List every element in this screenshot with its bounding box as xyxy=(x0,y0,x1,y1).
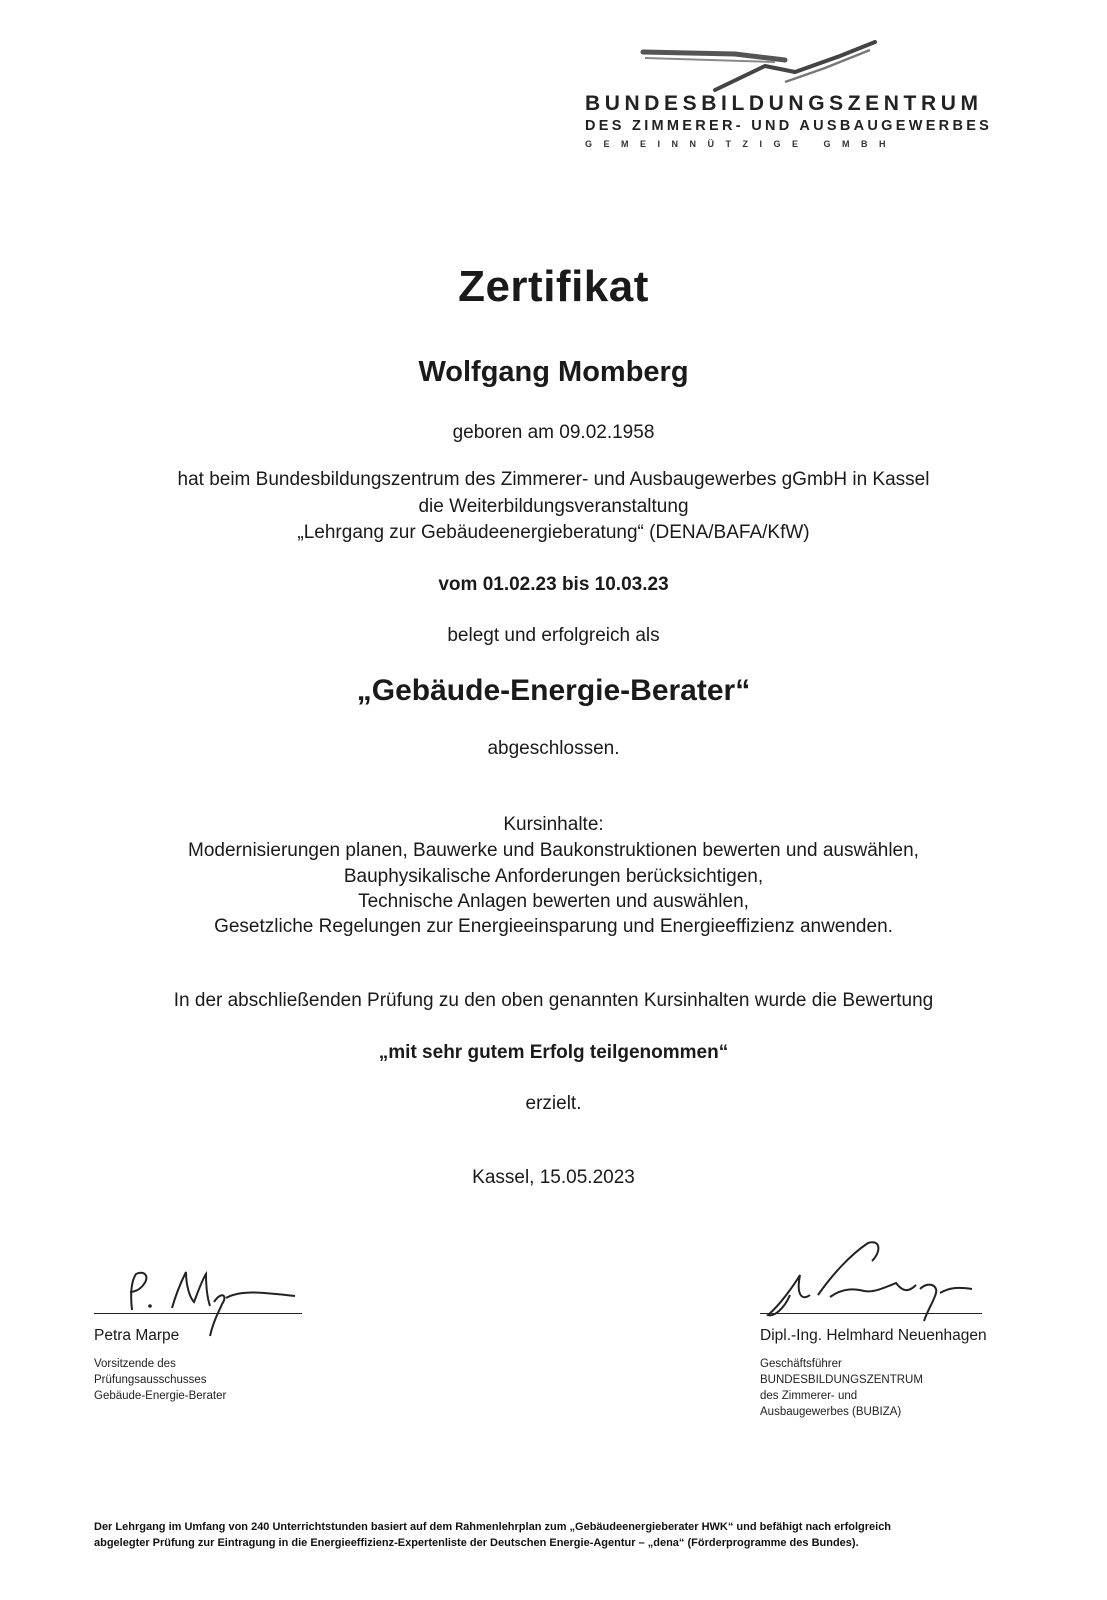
signer-left-role-line: Prüfungsausschusses xyxy=(94,1374,207,1386)
degree-title: „Gebäude-Energie-Berater“ xyxy=(356,674,751,707)
contents-heading: Kursinhalte: xyxy=(503,814,604,835)
place-date: Kassel, 15.05.2023 xyxy=(472,1167,635,1188)
signature-right-line xyxy=(760,1313,982,1314)
intro-line: „Lehrgang zur Gebäudeenergieberatung“ (DENA/BAFA/KfW) xyxy=(297,522,810,543)
signer-left-role xyxy=(94,1356,226,1404)
signer-left-name: Petra Marpe xyxy=(94,1327,180,1344)
signature-left-line xyxy=(94,1313,302,1314)
signer-right-role-line: BUNDESBILDUNGSZENTRUM xyxy=(760,1374,923,1386)
completed-line: abgeschlossen. xyxy=(487,738,620,759)
signer-right-role-line: des Zimmerer- und xyxy=(760,1390,858,1402)
footnote-line: abgelegter Prüfung zur Eintragung in die Energieeffizienz-Expertenliste der Deutschen Energie-Agentur – „dena“ (Förderprogramme des Bundes). xyxy=(94,1537,859,1549)
achieved-line: erzielt. xyxy=(525,1093,582,1114)
certificate-title: Zertifikat xyxy=(458,262,649,311)
footnote xyxy=(94,1519,891,1551)
signer-right-role-line: Ausbaugewerbes (BUBIZA) xyxy=(760,1406,902,1418)
intro-line: hat beim Bundesbildungszentrum des Zimmerer- und Ausbaugewerbes gGmbH in Kassel xyxy=(177,469,930,490)
footnote-line: Der Lehrgang im Umfang von 240 Unterrichtstunden basiert auf dem Rahmenlehrplan zum „Gebäudeenergieberater HWK“ und befähigt nach erfolgreich xyxy=(94,1521,892,1533)
logo-line-1: BUNDESBILDUNGSZENTRUM xyxy=(585,92,983,115)
recipient-name: Wolfgang Momberg xyxy=(418,356,689,388)
passed-line: belegt und erfolgreich als xyxy=(447,625,660,646)
signer-right-name: Dipl.-Ing. Helmhard Neuenhagen xyxy=(760,1327,987,1344)
contents-line: Gesetzliche Regelungen zur Energieeinsparung und Energieeffizienz anwenden. xyxy=(214,916,893,937)
logo-line-2: DES ZIMMERER- UND AUSBAUGEWERBES xyxy=(585,118,993,134)
intro-line: die Weiterbildungsveranstaltung xyxy=(418,496,689,517)
issuer-logo xyxy=(585,38,1005,168)
birth-line: geboren am 09.02.1958 xyxy=(452,422,655,443)
signer-right-role xyxy=(760,1356,923,1420)
logo-line-3: GEMEINNÜTZIGE GMBH xyxy=(585,139,897,149)
signer-left-role-line: Gebäude-Energie-Berater xyxy=(94,1390,227,1402)
signer-left-role-line: Vorsitzende des xyxy=(94,1358,176,1370)
exam-line: In der abschließenden Prüfung zu den oben genannten Kursinhalten wurde die Bewertung xyxy=(173,990,934,1011)
contents-line: Technische Anlagen bewerten und auswählen, xyxy=(358,891,749,912)
signature-right-image xyxy=(760,1235,980,1325)
contents-line: Modernisierungen planen, Bauwerke und Baukonstruktionen bewerten und auswählen, xyxy=(188,840,919,861)
contents-line: Bauphysikalische Anforderungen berücksichtigen, xyxy=(343,866,764,887)
grade: „mit sehr gutem Erfolg teilgenommen“ xyxy=(378,1042,729,1063)
signer-right-role-line: Geschäftsführer xyxy=(760,1358,842,1370)
course-period: vom 01.02.23 bis 10.03.23 xyxy=(438,574,669,595)
